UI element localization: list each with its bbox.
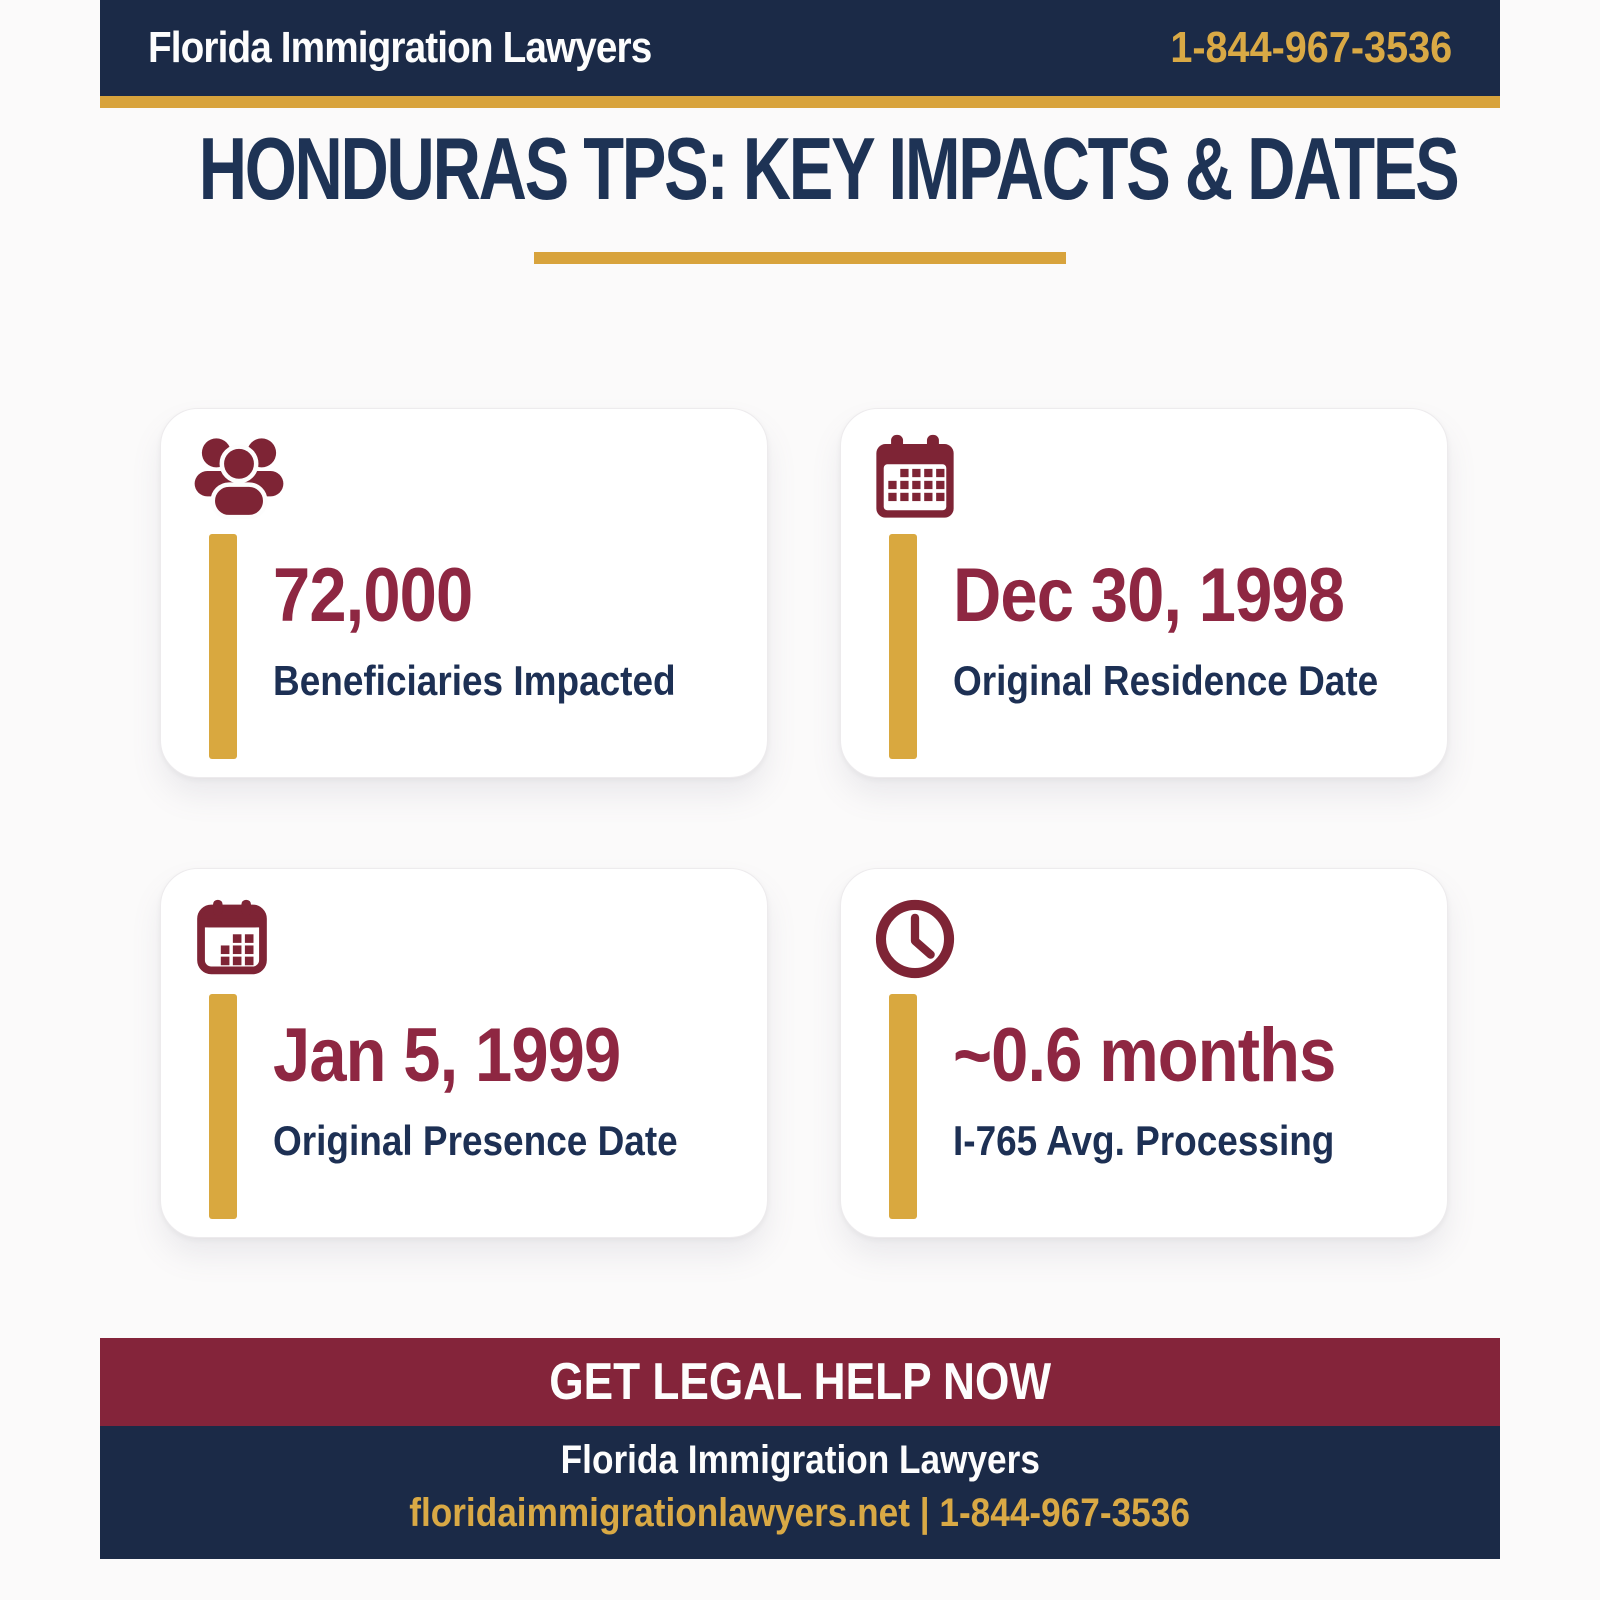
stat-card-presence-date (160, 868, 768, 1238)
stat-card-processing-time (840, 868, 1448, 1238)
header-banner (100, 0, 1500, 96)
cta-banner[interactable] (100, 1338, 1500, 1426)
calendar-icon (869, 433, 961, 530)
stat-label: Original Residence Date (953, 657, 1379, 704)
header-brand: Florida Immigration Lawyers (148, 23, 652, 72)
stat-value: 72,000 (273, 553, 473, 638)
footer-phone[interactable]: 1-844-967-3536 (939, 1491, 1191, 1535)
stat-label: Beneficiaries Impacted (273, 657, 676, 704)
stat-value: Jan 5, 1999 (273, 1013, 621, 1098)
stat-label: Original Presence Date (273, 1117, 678, 1164)
title-underline (534, 252, 1066, 264)
footer-website[interactable]: floridaimmigrationlawyers.net (409, 1491, 911, 1535)
footer-brand: Florida Immigration Lawyers (560, 1438, 1040, 1482)
stat-value: Dec 30, 1998 (953, 553, 1345, 638)
accent-bar (209, 994, 237, 1219)
stat-label: I-765 Avg. Processing (953, 1117, 1335, 1164)
clock-icon (869, 893, 961, 990)
accent-bar (889, 534, 917, 759)
header-phone[interactable]: 1-844-967-3536 (1170, 23, 1452, 72)
people-icon (189, 433, 289, 524)
footer-contact-line (100, 1491, 1500, 1536)
cta-text: GET LEGAL HELP NOW (549, 1353, 1051, 1411)
footer-banner (100, 1426, 1500, 1559)
accent-bar (889, 994, 917, 1219)
stat-value: ~0.6 months (953, 1013, 1336, 1098)
calendar-icon (189, 893, 275, 984)
stat-card-beneficiaries (160, 408, 768, 778)
page-title: HONDURAS TPS: KEY IMPACTS & DATES (198, 119, 1458, 218)
stat-card-residence-date (840, 408, 1448, 778)
footer-separator: | (910, 1491, 940, 1535)
header-gold-divider (100, 96, 1500, 108)
accent-bar (209, 534, 237, 759)
stat-card-grid (160, 408, 1448, 1238)
